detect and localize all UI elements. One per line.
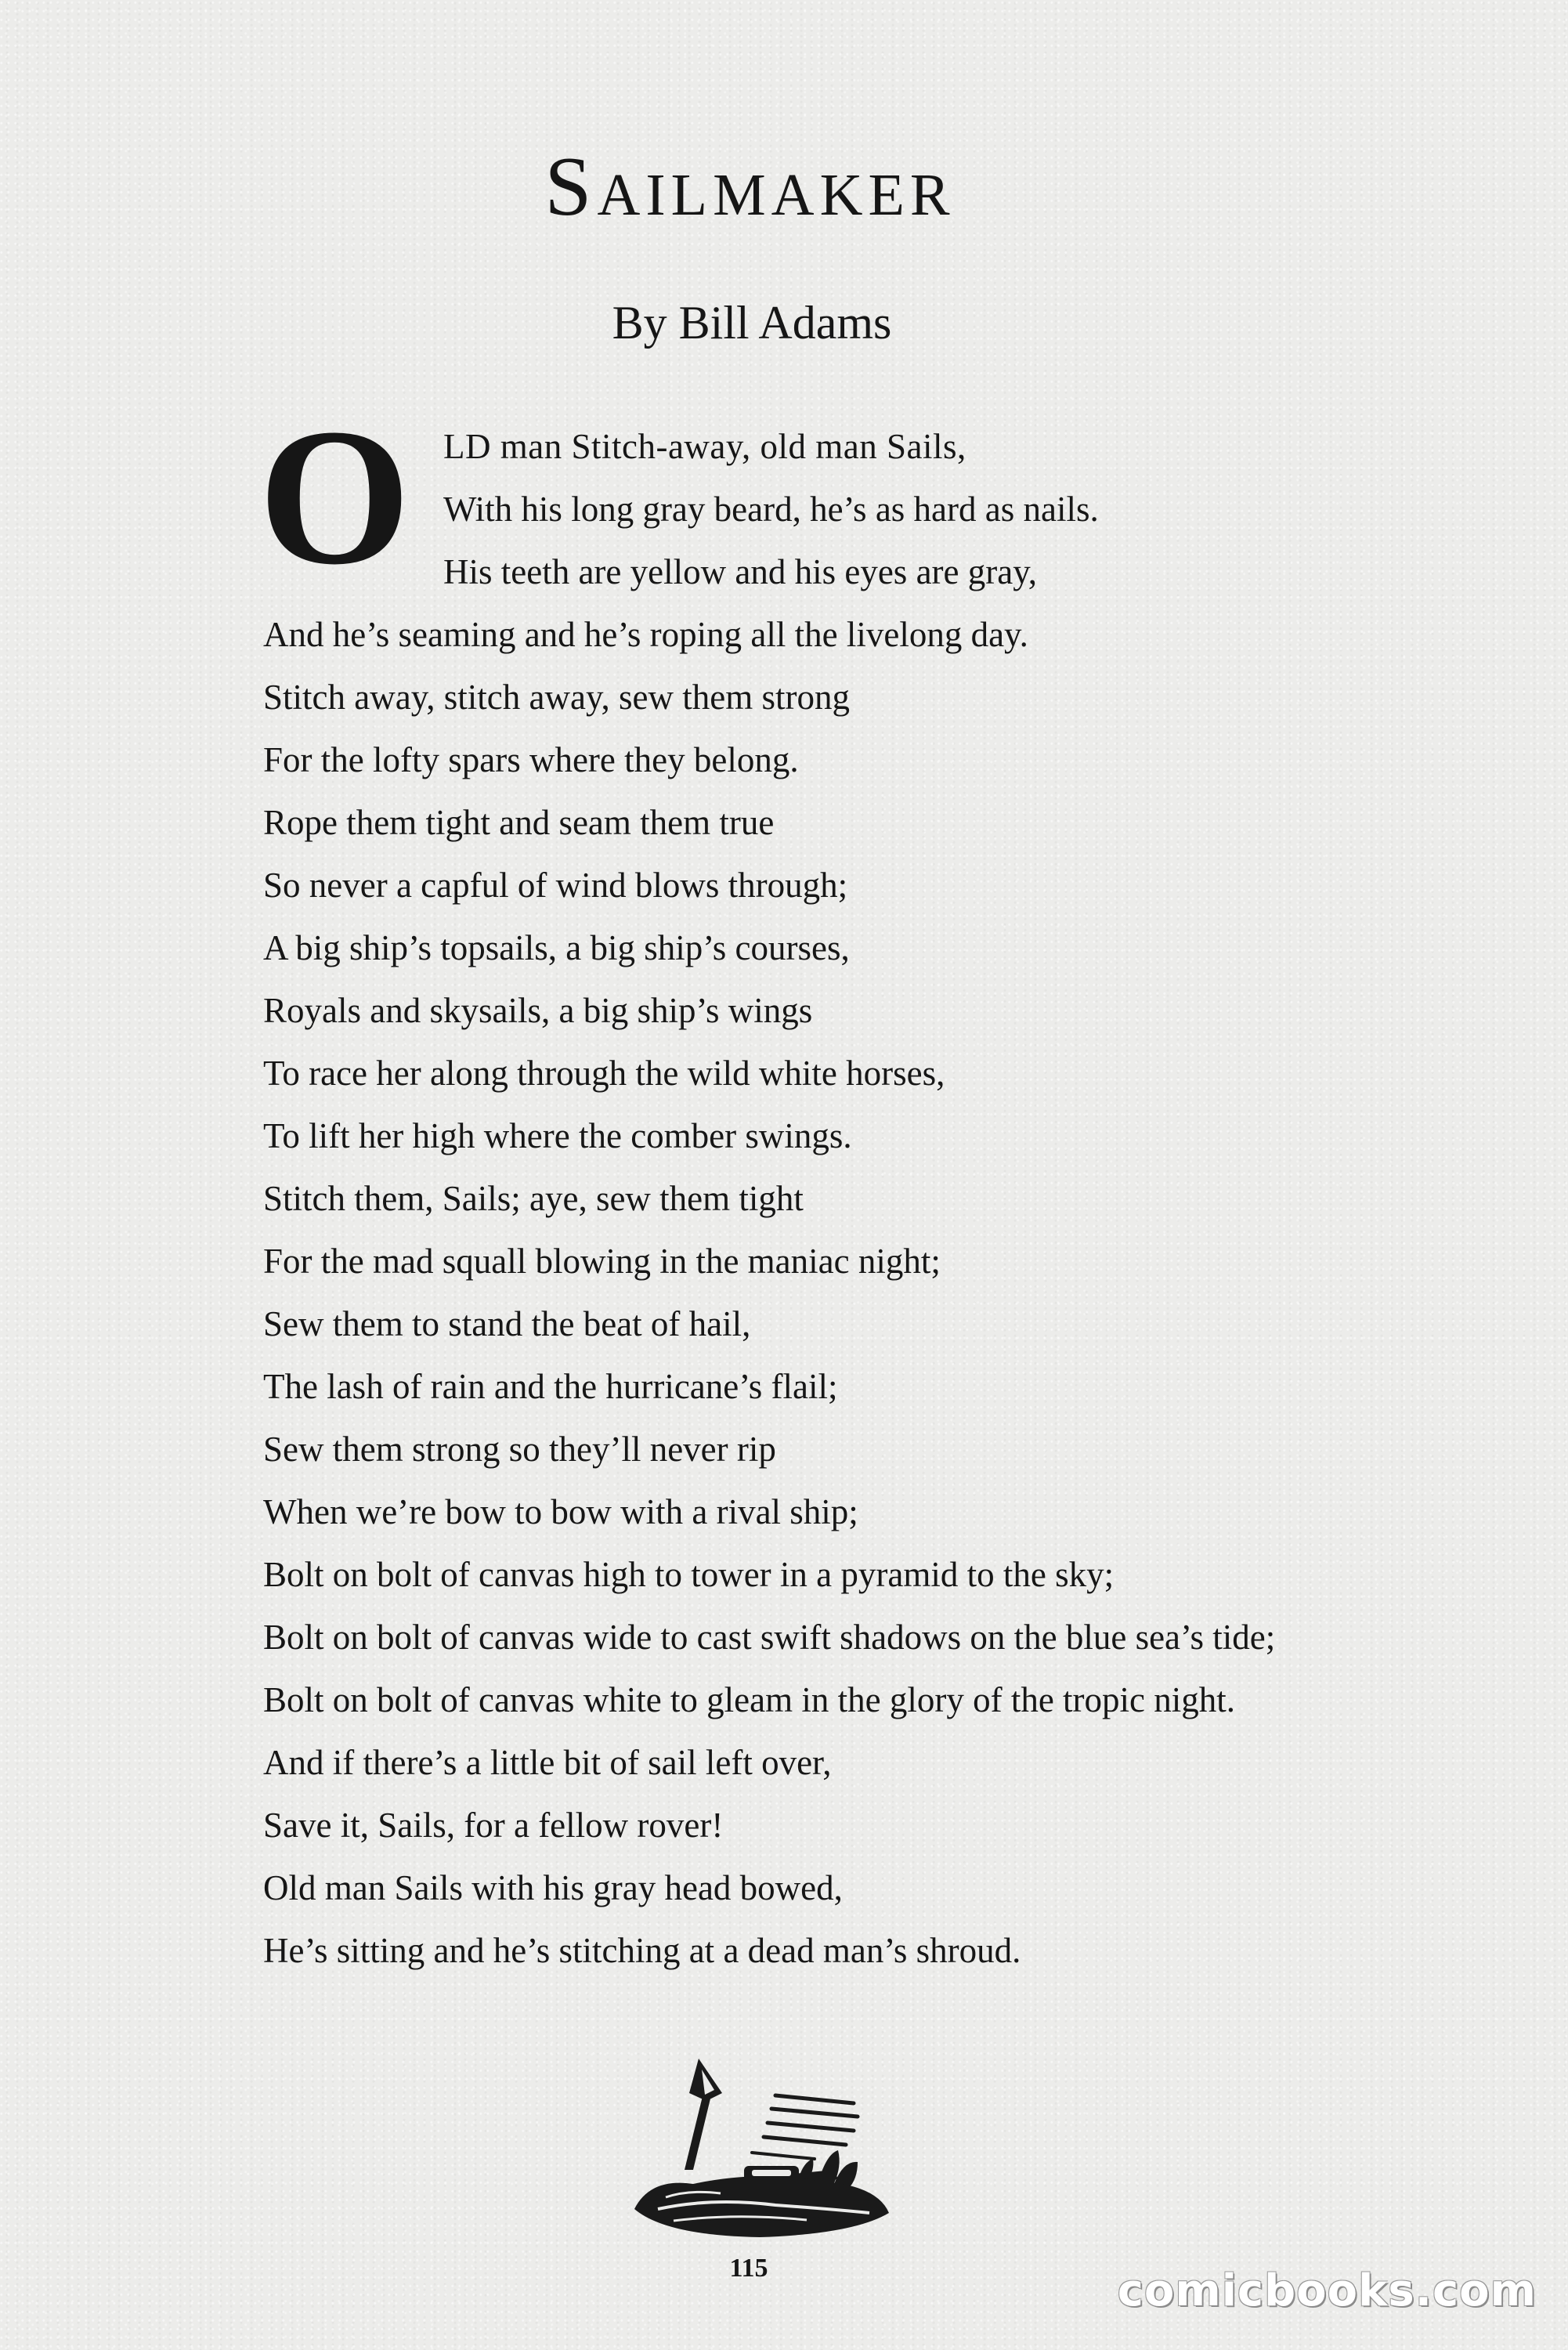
poem-line: For the lofty spars where they belong. <box>263 740 799 779</box>
drop-cap: O <box>258 389 411 606</box>
poem-line: He’s sitting and he’s stitching at a dead man’s shroud. <box>263 1931 1021 1970</box>
poem-line: Bolt on bolt of canvas white to gleam in the glory of the tropic night. <box>263 1680 1236 1719</box>
page-number: 115 <box>729 2254 768 2283</box>
poem-line: Stitch them, Sails; aye, sew them tight <box>263 1179 804 1218</box>
poem-line: Bolt on bolt of canvas wide to cast swift shadows on the blue sea’s tide; <box>263 1618 1276 1657</box>
anchor-vignette-icon <box>619 2052 901 2244</box>
poem-line: Sew them to stand the beat of hail, <box>263 1304 751 1343</box>
byline: By Bill Adams <box>612 297 892 349</box>
site-watermark: comicbooks.com <box>1117 2265 1537 2316</box>
poem-line: And he’s seaming and he’s roping all the livelong day. <box>263 615 1028 654</box>
poem-line: Sew them strong so they’ll never rip <box>263 1430 776 1469</box>
poem-line: Rope them tight and seam them true <box>263 803 775 842</box>
poem-line: Save it, Sails, for a fellow rover! <box>263 1806 724 1845</box>
poem-line: A big ship’s topsails, a big ship’s courses, <box>263 928 850 967</box>
poem-line: Stitch away, stitch away, sew them strong <box>263 678 851 717</box>
poem-line: Bolt on bolt of canvas high to tower in a pyramid to the sky; <box>263 1555 1115 1594</box>
poem-line: To race her along through the wild white horses, <box>263 1054 945 1093</box>
poem-line: Old man Sails with his gray head bowed, <box>263 1868 843 1907</box>
poem-line: LD man Stitch-away, old man Sails, <box>443 427 966 466</box>
poem-line: For the mad squall blowing in the maniac night; <box>263 1242 941 1281</box>
poem-title: Sailmaker <box>544 140 956 233</box>
poem-line: When we’re bow to bow with a rival ship; <box>263 1492 858 1531</box>
poem-line: The lash of rain and the hurricane’s flail; <box>263 1367 838 1406</box>
poem-line: With his long gray beard, he’s as hard as nails. <box>443 490 1099 529</box>
poem-line: To lift her high where the comber swings. <box>263 1116 852 1155</box>
poem-line: Royals and skysails, a big ship’s wings <box>263 991 813 1030</box>
poem-line: And if there’s a little bit of sail left over, <box>263 1743 832 1782</box>
poem-line: So never a capful of wind blows through; <box>263 866 848 905</box>
poem-line: His teeth are yellow and his eyes are gray, <box>443 552 1038 591</box>
